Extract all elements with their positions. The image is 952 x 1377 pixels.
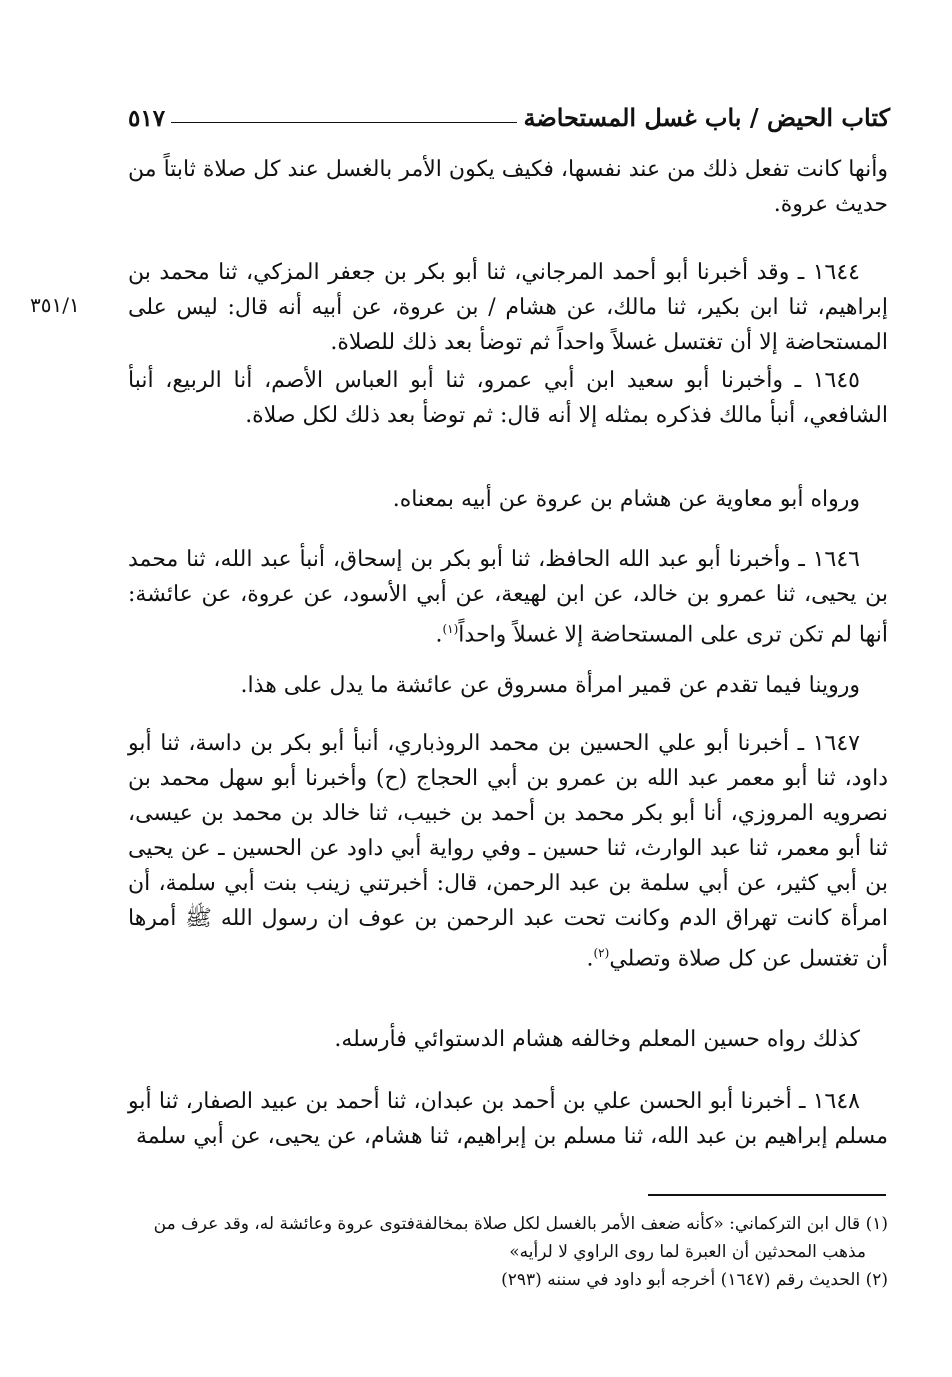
footnote-1-continuation: مذهب المحدثين أن العبرة لما روى الراوي لا لرأيه» [509, 1242, 866, 1262]
hadith-1645 [128, 363, 888, 433]
hadith-1644 [128, 255, 888, 360]
footnote-2: (٢) الحديث رقم (١٦٤٧) أخرجه أبو داود في سننه (٢٩٣) [501, 1270, 888, 1290]
footnote-1: (١) قال ابن التركماني: «كأنه ضعف الأمر بالغسل لكل صلاة بمخالفةفتوى عروة وعائشة له، وقد عرف من [153, 1214, 888, 1234]
hadith-1648 [128, 1084, 888, 1154]
paragraph-text: ورواه أبو معاوية عن هشام بن عروة عن أبيه بمعناه. [392, 487, 860, 512]
paragraph-text [128, 726, 888, 976]
narration-note [128, 1022, 888, 1057]
paragraph-text: ١٦٤٨ ـ أخبرنا أبو الحسن علي بن أحمد بن عبدان، ثنا أحمد بن عبيد الصفار، ثنا أبو مسلم إبراهيم بن عبد الله، ثنا مسلم بن إبراهيم، ثنا هشام، عن يحيى، عن أبي سلمة [128, 1089, 888, 1149]
paragraph-continuation [128, 152, 888, 222]
paragraph-text: كذلك رواه حسين المعلم وخالفه هشام الدستوائي فأرسله. [334, 1027, 860, 1052]
paragraph-body: ١٦٤٦ ـ وأخبرنا أبو عبد الله الحافظ، ثنا أبو بكر بن إسحاق، أنبأ عبد الله، ثنا محمد بن يحيى، ثنا عمرو بن خالد، عن ابن لهيعة، عن أبي الأسود، عن عروة، عن عائشة: أنها لم تكن ترى على المستحاضة إلا غسلاً واحداً [128, 547, 888, 648]
hadith-1647 [128, 726, 888, 976]
margin-page-reference: ٣٥١/١ [30, 293, 80, 317]
paragraph-text [128, 542, 888, 652]
running-header [128, 92, 890, 132]
footnote-separator [648, 1194, 886, 1196]
footnote-ref-2: (٢) [593, 946, 610, 960]
running-title: كتاب الحيض / باب غسل المستحاضة [523, 103, 890, 132]
footnote-ref-1: (١) [442, 622, 459, 636]
paragraph-text: ١٦٤٤ ـ وقد أخبرنا أبو أحمد المرجاني، ثنا أبو بكر بن جعفر المزكي، ثنا محمد بن إبراهيم، ثنا ابن بكير، ثنا مالك، عن هشام / بن عروة، عن أبيه أنه قال: ليس على المستحاضة إلا أن تغتسل غسلاً واحداً ثم توضأ بعد ذلك للصلاة. [128, 260, 888, 355]
paragraph-text: ١٦٤٥ ـ وأخبرنا أبو سعيد ابن أبي عمرو، ثنا أبو العباس الأصم، أنا الربيع، أنبأ الشافعي، أنبأ مالك فذكره بمثله إلا أنه قال: ثم توضأ بعد ذلك لكل صلاة. [128, 368, 888, 428]
page-number: ٥١٧ [128, 105, 166, 132]
paragraph-text: وروينا فيما تقدم عن قمير امرأة مسروق عن عائشة ما يدل على هذا. [240, 673, 860, 698]
header-rule [171, 122, 517, 123]
paragraph-body: ١٦٤٧ ـ أخبرنا أبو علي الحسين بن محمد الروذباري، أنبأ أبو بكر بن داسة، ثنا أبو داود، ثنا أبو معمر عبد الله بن عمرو بن أبي الحجاج (ح) وأخبرنا أبو سهل محمد بن نصرويه المروزي، أنا أبو بكر محمد بن أحمد بن خبيب، ثنا خالد بن محمد بن عيسى، ثنا أبو معمر، ثنا عبد الوارث، ثنا حسين ـ وفي رواية أبي داود عن الحسين ـ عن يحيى بن أبي كثير، عن أبي سلمة بن عبد الرحمن، قال: أخبرتني زينب بنت أبي سلمة، أن امرأة كانت تهراق الدم وكانت تحت عبد الرحمن بن عوف ان رسول الله ﷺ أمرها أن تغتسل عن كل صلاة وتصلي [128, 731, 888, 972]
paragraph-end: . [435, 622, 443, 648]
paragraph-text: وأنها كانت تفعل ذلك من عند نفسها، فكيف يكون الأمر بالغسل عند كل صلاة ثابتاً من حديث عروة. [128, 157, 888, 217]
footnotes [128, 1210, 888, 1294]
narration-note [128, 482, 888, 517]
narration-note [128, 668, 888, 703]
hadith-1646 [128, 542, 888, 652]
paragraph-end: . [586, 946, 594, 972]
